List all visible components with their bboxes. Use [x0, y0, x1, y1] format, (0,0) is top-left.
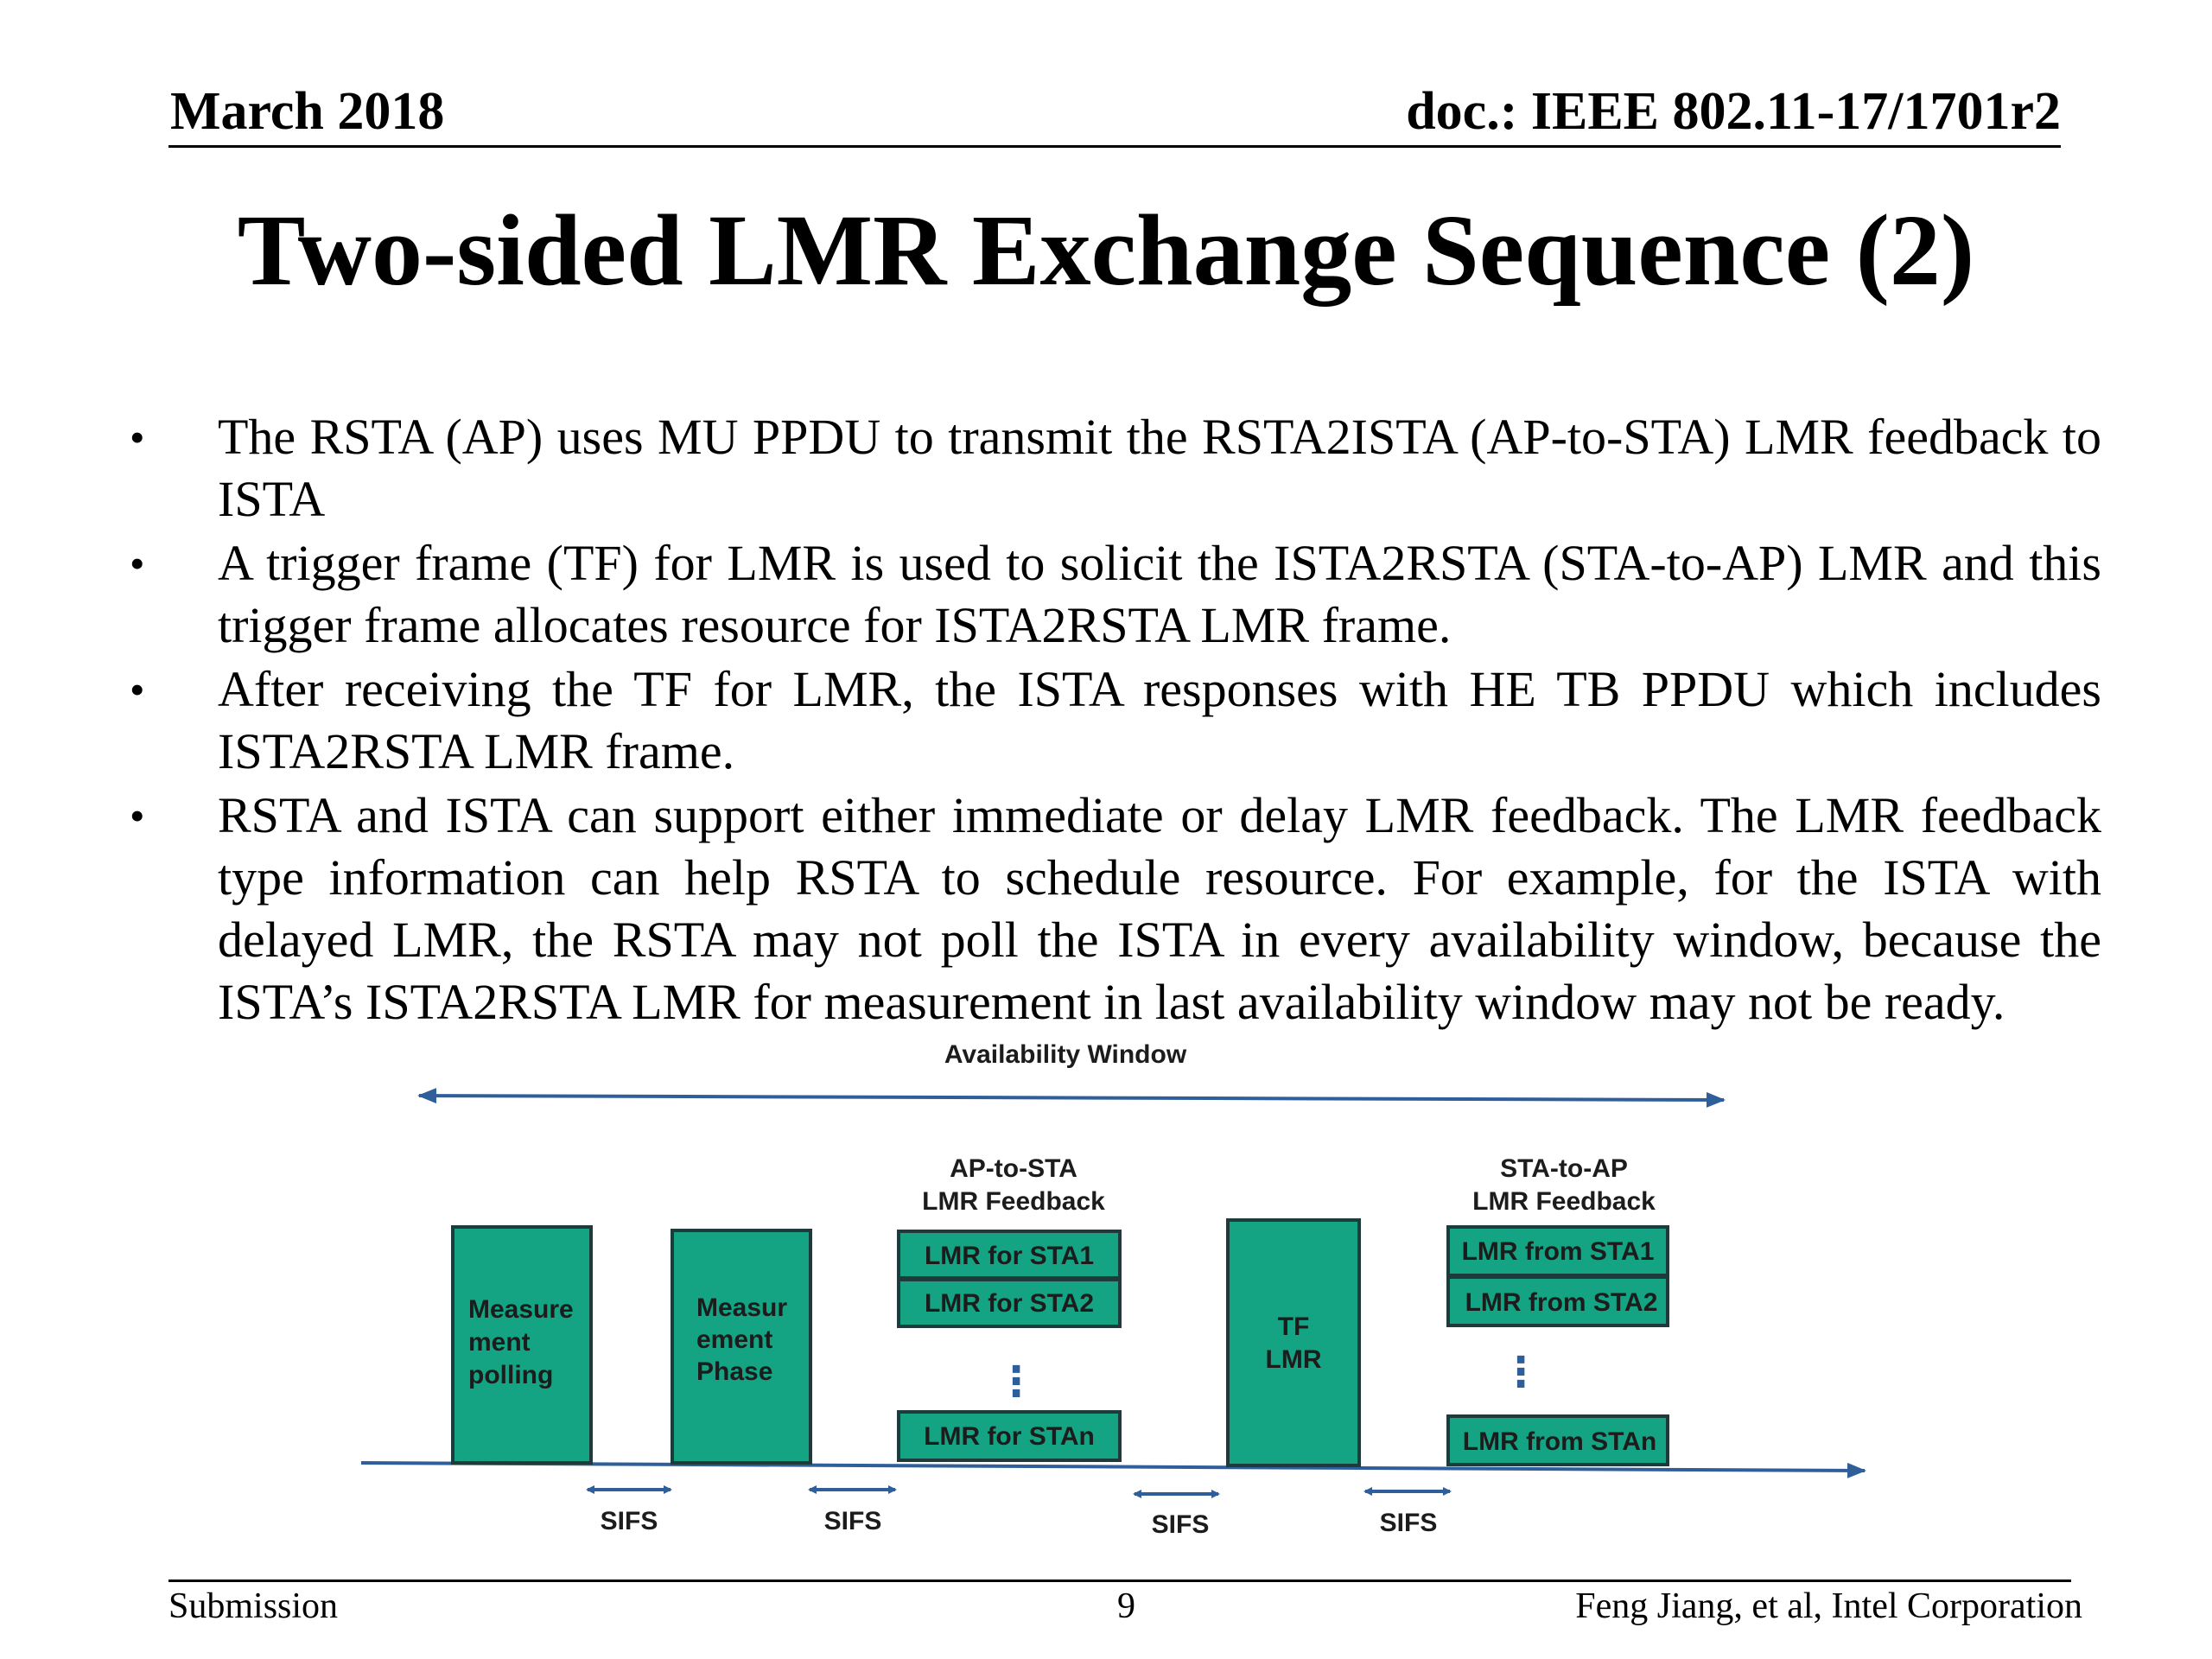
- polling-label-line: polling: [468, 1361, 554, 1389]
- measurement-phase-box: [672, 1230, 810, 1463]
- header-divider: [168, 145, 2061, 148]
- sifs-label: SIFS: [600, 1507, 658, 1535]
- lmr-for-stan-box: [899, 1412, 1120, 1460]
- sta-to-ap-ellipsis: ⋮: [1500, 1350, 1541, 1395]
- ap-to-sta-header: LMR Feedback: [922, 1187, 1105, 1216]
- lmr-from-stan-label: LMR from STAn: [1462, 1427, 1657, 1456]
- header-doc-id: doc.: IEEE 802.11-17/1701r2: [1406, 82, 2061, 141]
- lmr-from-sta1-box: [1448, 1227, 1668, 1275]
- bullet-item: [130, 658, 2101, 783]
- footer-submission: Submission: [168, 1586, 339, 1626]
- bullet-list: [130, 406, 2101, 1035]
- measurement-polling-box: [453, 1227, 591, 1463]
- bullet-item: [130, 785, 2101, 1033]
- phase-label-line: Measur: [696, 1294, 788, 1322]
- lmr-from-sta1-label: LMR from STA1: [1461, 1237, 1655, 1266]
- ap-to-sta-ellipsis: ⋮: [995, 1359, 1037, 1405]
- sifs-label: SIFS: [1379, 1509, 1438, 1537]
- bullet-icon: •: [130, 539, 145, 588]
- availability-window-label: Availability Window: [944, 1040, 1187, 1069]
- header-date: March 2018: [170, 82, 445, 141]
- lmr-from-stan-box: [1448, 1416, 1668, 1465]
- bullet-text: A trigger frame (TF) for LMR is used to solicit the ISTA2RSTA (STA-to-AP) LMR and this trigger frame allocates resource for ISTA2RSTA LMR frame.: [218, 535, 2101, 653]
- tf-lmr-box: [1228, 1220, 1359, 1465]
- lmr-for-stan-label: LMR for STAn: [924, 1422, 1095, 1451]
- sifs-label: SIFS: [823, 1507, 882, 1535]
- bullet-text: After receiving the TF for LMR, the ISTA responses with HE TB PPDU which includes ISTA2RSTA LMR frame.: [218, 661, 2101, 779]
- bullet-item: [130, 406, 2101, 531]
- bullet-item: [130, 532, 2101, 657]
- bullet-icon: •: [130, 791, 145, 840]
- polling-label-line: ment: [468, 1328, 531, 1357]
- sta-to-ap-header: LMR Feedback: [1472, 1187, 1656, 1216]
- bullet-text: The RSTA (AP) uses MU PPDU to transmit the RSTA2ISTA (AP-to-STA) LMR feedback to ISTA: [218, 409, 2101, 527]
- phase-label-line: Phase: [696, 1357, 773, 1386]
- ap-to-sta-header: AP-to-STA: [950, 1154, 1077, 1183]
- availability-window-arrow: [419, 1096, 1724, 1100]
- lmr-from-sta2-box: [1448, 1277, 1668, 1325]
- lmr-from-sta2-label: LMR from STA2: [1465, 1288, 1658, 1317]
- tf-lmr-label-line: LMR: [1265, 1345, 1322, 1374]
- page-title: Two-sided LMR Exchange Sequence (2): [237, 194, 1975, 307]
- bullet-text: RSTA and ISTA can support either immediate or delay LMR feedback. The LMR feedback type information can help RSTA to schedule resource. For example, for the ISTA with delayed LMR, the RSTA may not poll the ISTA in every availability window, because the ISTA’s ISTA2RSTA LMR for measurement in last availability window may not be ready.: [218, 787, 2101, 1030]
- lmr-sequence-diagram: [0, 1020, 2212, 1555]
- footer-authors: Feng Jiang, et al, Intel Corporation: [1575, 1586, 2082, 1626]
- lmr-for-sta1-box: [899, 1231, 1120, 1278]
- bullet-icon: •: [130, 665, 145, 714]
- tf-lmr-label-line: TF: [1277, 1313, 1310, 1341]
- sifs-label: SIFS: [1151, 1510, 1210, 1539]
- bullet-icon: •: [130, 413, 145, 461]
- page-number: 9: [1117, 1586, 1135, 1626]
- sta-to-ap-header: STA-to-AP: [1500, 1154, 1628, 1183]
- footer-divider: [168, 1580, 2071, 1582]
- polling-label-line: Measure: [468, 1295, 574, 1324]
- lmr-for-sta2-label: LMR for STA2: [924, 1289, 1095, 1318]
- phase-label-line: ement: [696, 1325, 773, 1354]
- lmr-for-sta1-label: LMR for STA1: [924, 1242, 1095, 1270]
- lmr-for-sta2-box: [899, 1280, 1120, 1326]
